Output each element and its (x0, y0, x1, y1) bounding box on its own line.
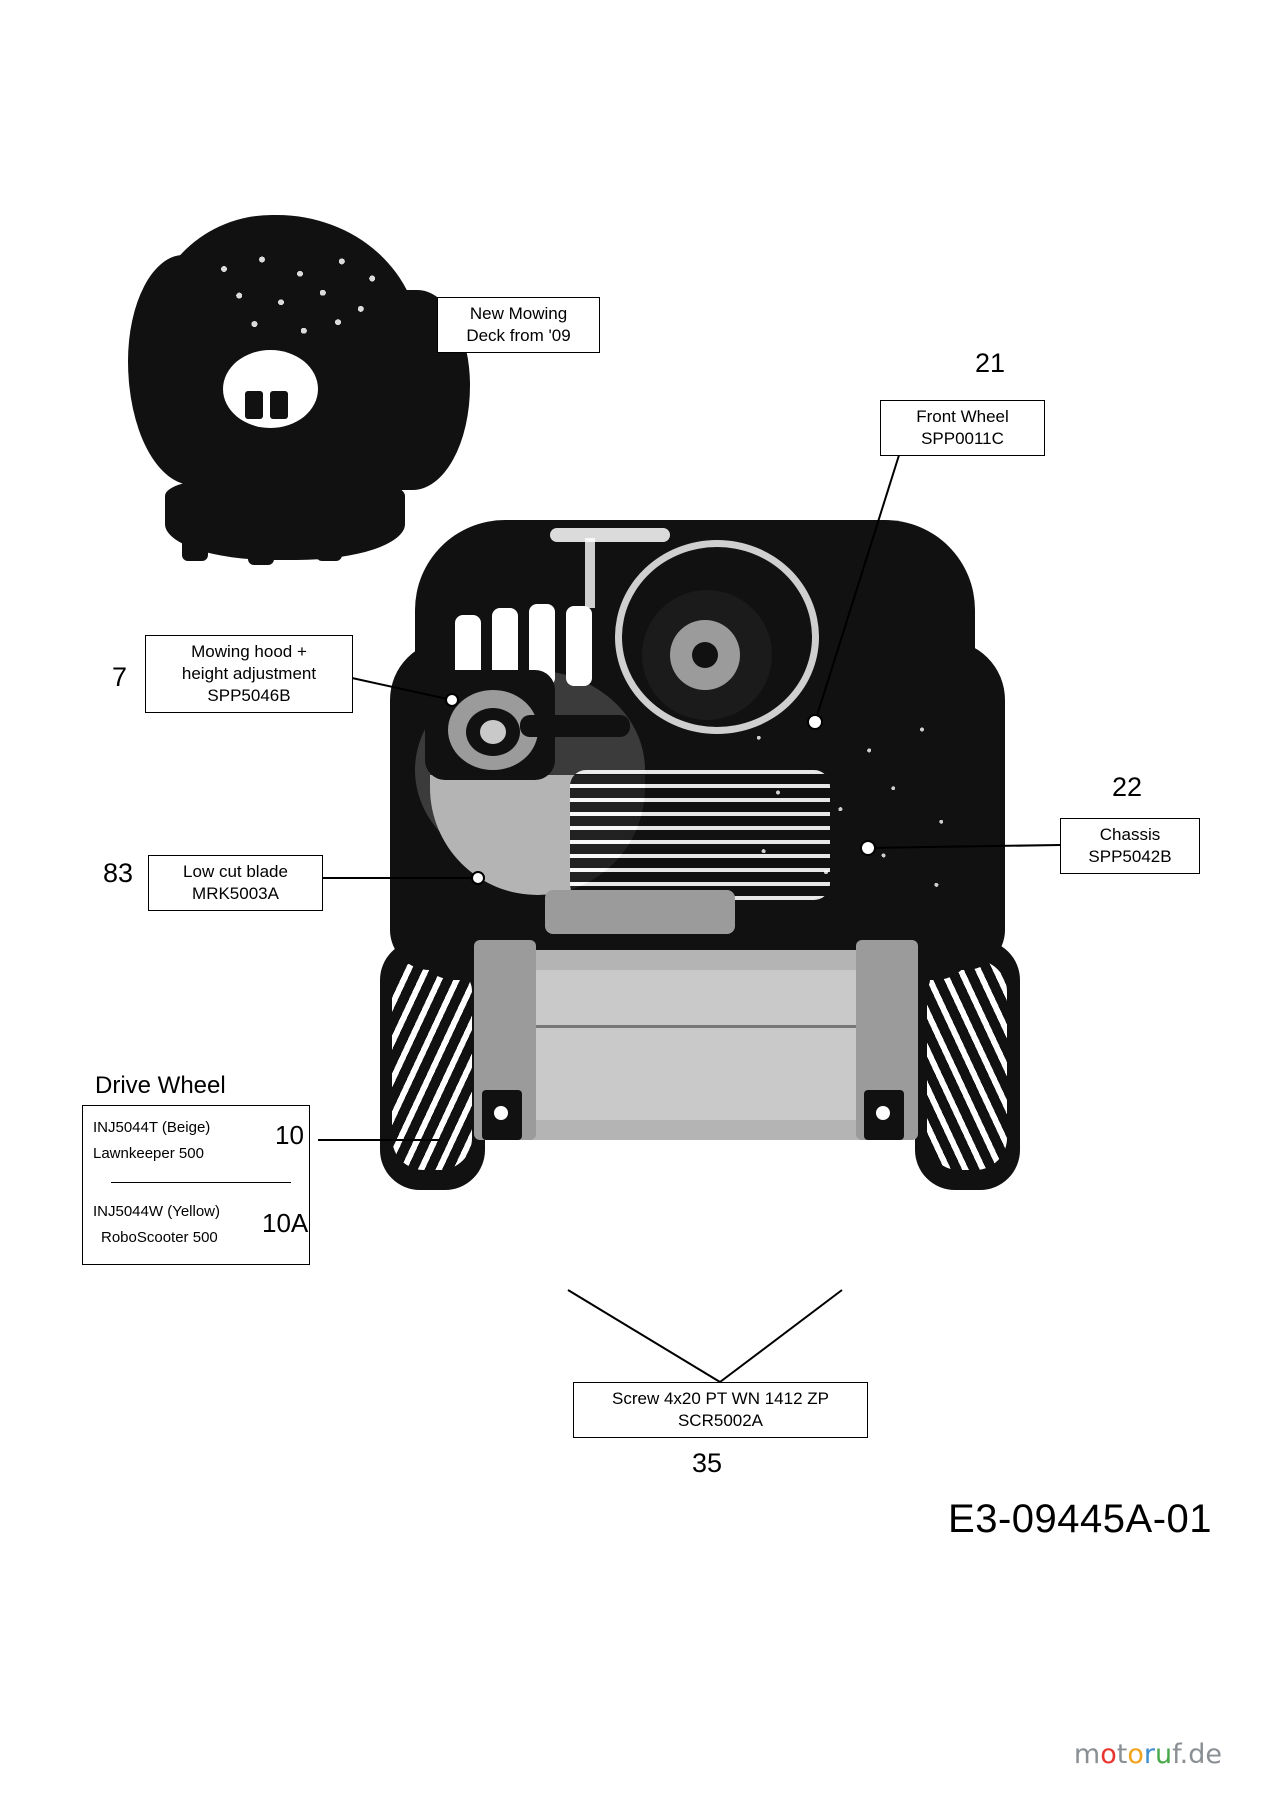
callout-screw (573, 1382, 868, 1438)
callout-line-1: Mowing hood + (191, 642, 307, 661)
callout-line-2: SPP5042B (1088, 847, 1172, 866)
callout-line-2: SPP0011C (921, 429, 1004, 448)
callout-line-1: Low cut blade (183, 862, 288, 881)
drive-wheel-divider (111, 1182, 291, 1183)
motoruf-logo: motoruf.de (1073, 1739, 1222, 1770)
callout-low-cut-blade (148, 855, 323, 911)
callout-number-7: 7 (112, 662, 128, 692)
drive-wheel-row-2-model: RoboScooter 500 (101, 1229, 218, 1246)
callout-line-2: MRK5003A (192, 884, 279, 903)
callout-number-83: 83 (103, 858, 134, 888)
callout-line-1: Front Wheel (916, 407, 1009, 426)
mower-illustration (370, 520, 1030, 1310)
callout-number-35: 35 (692, 1448, 723, 1478)
callout-line-1: New Mowing (469, 304, 568, 323)
callout-line-1: Screw 4x20 PT WN 1412 ZP (612, 1389, 829, 1408)
callout-line-2: SCR5002A (677, 1411, 764, 1430)
callout-line-1: Chassis (1099, 825, 1161, 844)
drive-wheel-title: Drive Wheel (95, 1072, 226, 1099)
drive-wheel-row-1-model: Lawnkeeper 500 (93, 1145, 204, 1162)
drive-wheel-row-2-part: INJ5044W (Yellow) (93, 1203, 220, 1220)
mowing-deck-illustration (110, 195, 470, 565)
drive-wheel-row-1-part: INJ5044T (Beige) (93, 1119, 211, 1136)
callout-line-3: SPP5046B (207, 686, 291, 705)
callout-chassis (1060, 818, 1200, 874)
callout-number-21: 21 (975, 348, 1006, 378)
drive-wheel-number-10: 10 (275, 1120, 304, 1150)
drawing-code: E3-09445A-01 (948, 1497, 1212, 1541)
callout-mowing-hood (145, 635, 353, 713)
callout-line-2: height adjustment (181, 664, 317, 683)
callout-number-22: 22 (1112, 772, 1143, 802)
callout-front-wheel (880, 400, 1045, 456)
drive-wheel-number-10a: 10A (262, 1208, 309, 1238)
callout-line-2: Deck from '09 (466, 326, 571, 345)
callout-new-mowing-deck (437, 297, 600, 353)
